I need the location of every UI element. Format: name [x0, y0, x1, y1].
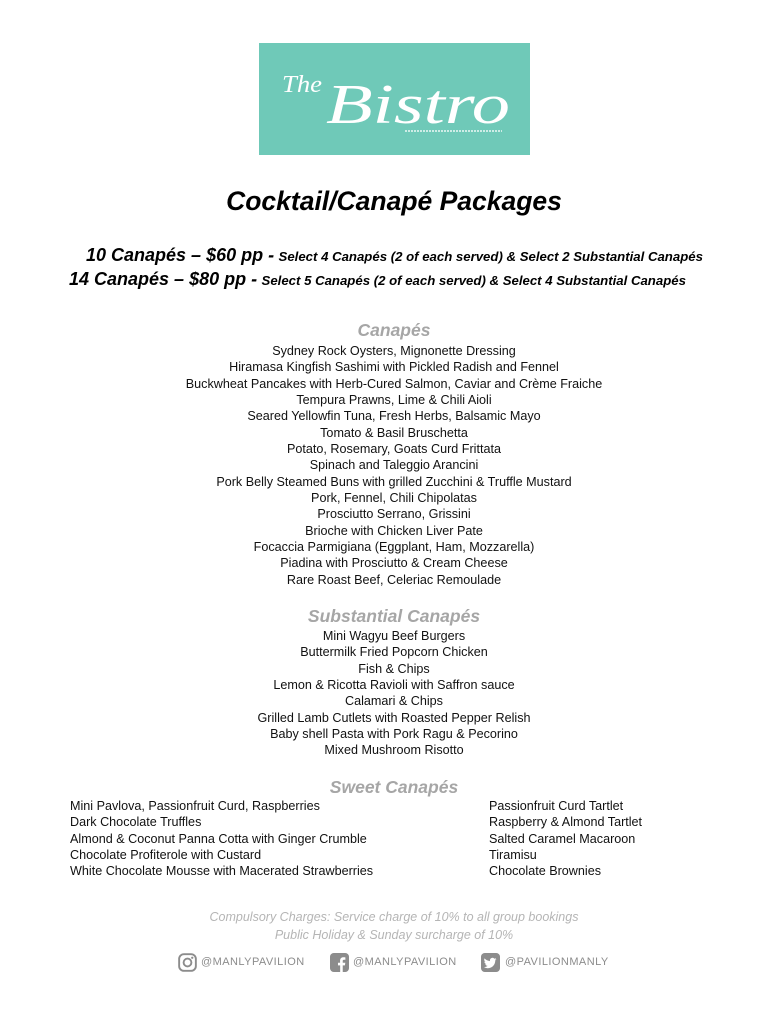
social-handle: @MANLYPAVILION	[353, 956, 457, 968]
substantial-item: Calamari & Chips	[345, 694, 443, 709]
substantial-item: Mixed Mushroom Risotto	[324, 743, 464, 758]
footer-line: Public Holiday & Sunday surcharge of 10%	[274, 928, 514, 942]
canape-item: Tempura Prawns, Lime & Chili Aioli	[296, 393, 492, 408]
canapes-list	[18, 343, 770, 588]
sweet-item: Passionfruit Curd Tartlet	[489, 799, 624, 813]
social-twitter	[481, 952, 609, 972]
page-title: Cocktail/Canapé Packages	[226, 186, 562, 216]
package-line	[69, 267, 686, 293]
section-heading-canapes: Canapés	[357, 320, 431, 340]
canape-item: Rare Roast Beef, Celeriac Remoulade	[286, 572, 502, 587]
package-price: 10 Canapés – $60 pp -	[86, 245, 275, 265]
package-price: 14 Canapés – $80 pp -	[69, 269, 258, 289]
social-facebook	[330, 952, 457, 972]
canape-item: Brioche with Chicken Liver Pate	[305, 523, 483, 538]
social-handle: @MANLYPAVILION	[201, 956, 305, 968]
canape-item: Tomato & Basil Bruschetta	[320, 425, 468, 440]
substantial-item: Grilled Lamb Cutlets with Roasted Pepper Relish	[257, 710, 531, 725]
sweet-item: Raspberry & Almond Tartlet	[489, 815, 643, 830]
package-line	[86, 243, 703, 269]
canape-item: Pork Belly Steamed Buns with grilled Zucchini & Truffle Mustard	[216, 474, 572, 489]
sweet-list-right	[489, 798, 642, 880]
canape-item: Focaccia Parmigiana (Eggplant, Ham, Mozzarella)	[253, 540, 535, 555]
canape-item: Potato, Rosemary, Goats Curd Frittata	[287, 442, 501, 457]
canape-item: Piadina with Prosciutto & Cream Cheese	[280, 556, 508, 571]
canape-item: Pork, Fennel, Chili Chipolatas	[311, 491, 477, 506]
package-details: Select 5 Canapés (2 of each served) & Select 4 Substantial Canapés	[261, 273, 686, 288]
substantial-item: Lemon & Ricotta Ravioli with Saffron sauce	[273, 678, 515, 693]
sweet-item: Mini Pavlova, Passionfruit Curd, Raspberries	[70, 799, 320, 813]
substantial-item: Mini Wagyu Beef Burgers	[322, 629, 466, 643]
logo-graphic	[259, 43, 530, 155]
section-heading-substantial: Substantial Canapés	[307, 606, 481, 626]
footer-line: Compulsory Charges: Service charge of 10% to all group bookings	[209, 910, 579, 924]
canape-item: Prosciutto Serrano, Grissini	[317, 507, 471, 522]
bistro-logo	[259, 43, 530, 155]
substantial-list	[18, 628, 770, 759]
instagram-icon	[178, 953, 197, 972]
canape-item: Hiramasa Kingfish Sashimi with Pickled Radish and Fennel	[229, 360, 559, 375]
substantial-item: Buttermilk Fried Popcorn Chicken	[300, 645, 488, 660]
sweet-item: Salted Caramel Macaroon	[489, 831, 636, 846]
canape-item: Spinach and Taleggio Arancini	[309, 458, 479, 473]
twitter-icon	[481, 953, 500, 972]
substantial-item: Fish & Chips	[358, 661, 430, 676]
sweet-item: Dark Chocolate Truffles	[70, 815, 202, 830]
logo-text-small: The	[282, 72, 323, 98]
package-details: Select 4 Canapés (2 of each served) & Select 2 Substantial Canapés	[278, 249, 703, 264]
sweet-item: Almond & Coconut Panna Cotta with Ginger Crumble	[70, 831, 367, 846]
section-heading-sweet: Sweet Canapés	[329, 777, 459, 797]
sweet-item: Chocolate Profiterole with Custard	[70, 848, 262, 863]
sweet-list-left	[70, 798, 373, 880]
sweet-item: Tiramisu	[489, 848, 537, 863]
substantial-item: Baby shell Pasta with Pork Ragu & Pecorino	[270, 727, 518, 742]
facebook-icon	[330, 953, 349, 972]
footer-notes	[18, 908, 770, 944]
canape-item: Sydney Rock Oysters, Mignonette Dressing	[272, 344, 516, 358]
canape-item: Seared Yellowfin Tuna, Fresh Herbs, Balsamic Mayo	[247, 409, 541, 424]
social-instagram	[178, 952, 305, 972]
sweet-item: White Chocolate Mousse with Macerated Strawberries	[70, 864, 374, 879]
logo-text-main: Bistro	[326, 74, 510, 136]
canape-item: Buckwheat Pancakes with Herb-Cured Salmon, Caviar and Crème Fraiche	[185, 376, 603, 391]
sweet-item: Chocolate Brownies	[489, 864, 602, 879]
social-handle: @PAVILIONMANLY	[505, 956, 609, 968]
